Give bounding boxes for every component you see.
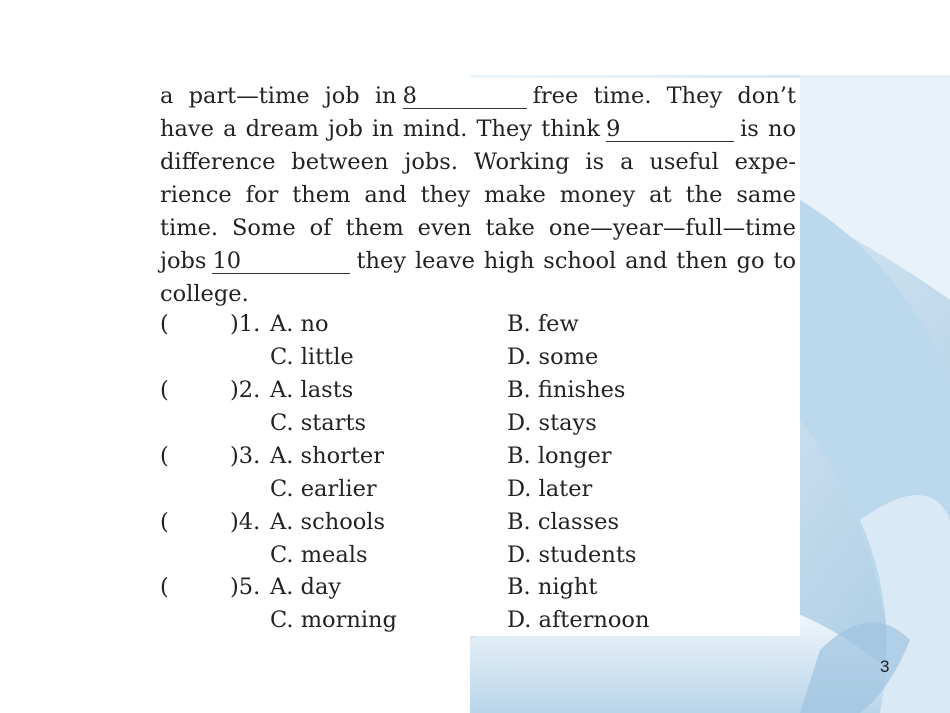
option-a: A. no <box>270 311 329 337</box>
question-3-row-1 <box>160 440 800 473</box>
question-number: )4. <box>230 509 261 535</box>
question-4-row-1 <box>160 506 800 539</box>
question-3-row-2 <box>160 473 800 506</box>
question-2-row-1 <box>160 374 800 407</box>
question-number: )1. <box>230 311 261 337</box>
option-c: C. starts <box>270 410 367 436</box>
option-c: C. little <box>270 344 354 370</box>
question-number: )2. <box>230 377 261 403</box>
passage-line-2b: is <box>740 116 759 142</box>
blank-9: 9 <box>606 117 734 142</box>
option-c: C. morning <box>270 607 397 633</box>
answer-paren: ( <box>160 509 169 535</box>
option-b: B. classes <box>507 509 620 535</box>
question-number: )3. <box>230 443 261 469</box>
option-c: C. meals <box>270 542 368 568</box>
passage-line-1b: free time. They don’t <box>532 83 796 109</box>
question-2-row-2 <box>160 407 800 440</box>
passage-text <box>160 80 796 311</box>
option-a: A. day <box>270 574 342 600</box>
answer-paren: ( <box>160 311 169 337</box>
option-d: D. some <box>507 344 599 370</box>
blank-8: 8 <box>403 84 527 109</box>
option-b: B. night <box>507 574 598 600</box>
blank-10: 10 <box>212 249 350 274</box>
option-d: D. later <box>507 476 593 502</box>
option-d: D. students <box>507 542 637 568</box>
passage-line-7: to college. <box>160 248 797 307</box>
option-b: B. few <box>507 311 579 337</box>
passage-line-6b: they leave high school and then go <box>356 248 765 274</box>
option-d: D. afternoon <box>507 607 650 633</box>
option-a: A. shorter <box>270 443 385 469</box>
question-4-row-2 <box>160 539 800 572</box>
passage-line-4: rience for them and they make money at the same <box>160 182 796 208</box>
option-c: C. earlier <box>270 476 377 502</box>
answer-paren: ( <box>160 377 169 403</box>
passage-line-2a: have a dream job in mind. They think <box>160 116 601 142</box>
passage-line-6a: jobs <box>160 248 207 274</box>
question-5-row-2 <box>160 604 800 637</box>
passage-line-1a: a part—time job in <box>160 83 397 109</box>
answer-paren: ( <box>160 574 169 600</box>
question-5-row-1 <box>160 571 800 604</box>
passage-line-5: time. Some of them even take one—year—full—time <box>160 215 796 241</box>
option-a: A. lasts <box>270 377 354 403</box>
option-a: A. schools <box>270 509 386 535</box>
question-number: )5. <box>230 574 261 600</box>
option-d: D. stays <box>507 410 597 436</box>
passage-line-3: no difference between jobs. Working is a useful expe- <box>160 116 796 175</box>
option-b: B. longer <box>507 443 612 469</box>
page-number: 3 <box>880 657 890 676</box>
option-b: B. finishes <box>507 377 626 403</box>
question-1-row-2 <box>160 341 800 374</box>
question-1-row-1 <box>160 308 800 341</box>
answer-paren: ( <box>160 443 169 469</box>
